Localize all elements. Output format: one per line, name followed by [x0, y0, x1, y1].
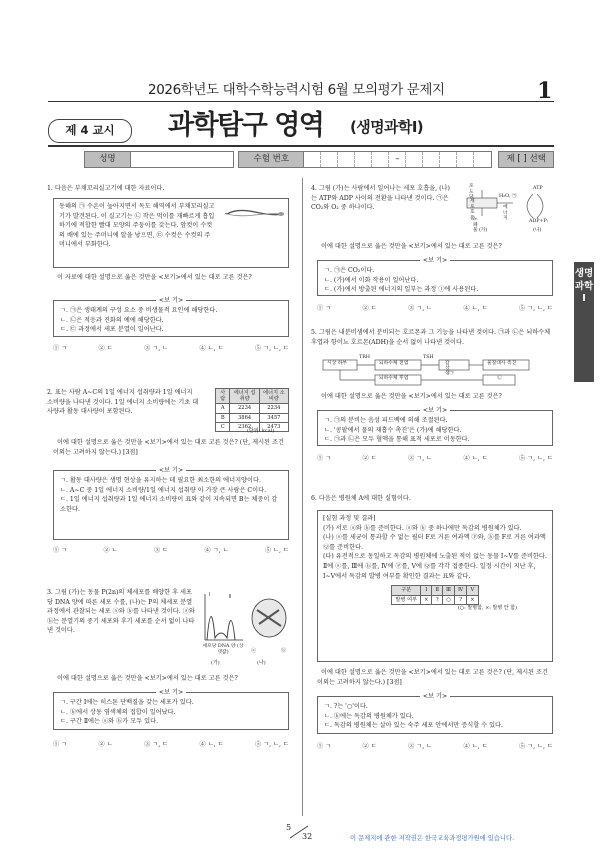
choice-option[interactable]: ③ ㄱ, ㄷ — [144, 741, 169, 748]
boghi-title: <보 기> — [420, 693, 450, 700]
header-rule — [48, 101, 554, 102]
table-header: 구분 — [392, 586, 421, 595]
choice-option[interactable]: ① ㄱ — [317, 743, 332, 750]
question-4-stem: 4. 그림 (가)는 사람에서 일어나는 세포 호흡을, (나)는 ATP와 ADP 사이의 전환을 나타낸 것이다. ㉠은 CO₂와 O₂ 중 하나이다. — [311, 185, 450, 212]
table-legend: (○: 발병함, ×: 발병 안 함) — [457, 604, 517, 611]
fig-label: 노폐물 — [473, 217, 478, 234]
choice-option[interactable]: ③ ㄱ, ㄴ — [408, 455, 433, 462]
choice-option[interactable]: ② ㄷ — [362, 455, 377, 462]
choice-option[interactable]: ① ㄱ — [317, 305, 332, 312]
fig-label: TRH — [359, 355, 370, 360]
choice-option[interactable]: ④ ㄴ, ㄷ — [199, 345, 224, 352]
boghi-item: ㄱ. ㉠은 CO₂이다. — [324, 267, 375, 274]
table-cell: ? — [455, 595, 467, 604]
question-6-experiment-box — [317, 510, 553, 662]
question-6-boghi — [317, 693, 553, 734]
question-4 — [311, 184, 555, 312]
fig-label: (가) — [479, 228, 488, 233]
question-1-boghi — [53, 297, 289, 337]
cell-division-figure — [199, 588, 291, 670]
name-field[interactable] — [131, 151, 234, 168]
question-2-choices — [53, 546, 289, 556]
choice-option[interactable]: ③ ㄷ — [154, 547, 169, 554]
choice-option[interactable]: ⑤ ㄱ, ㄴ, ㄷ — [255, 345, 289, 352]
table-cell: 2234 — [230, 404, 259, 413]
fig-label: 에너지 — [503, 205, 508, 222]
question-1-passage-text: 동해의 ㉠ 수온이 높아지면서 독도 해역에서 부채꼬리실고기가 발견된다. 이 실고기는 ㉡ 작은 먹이를 재빠르게 흡입하기에 적합한 빨대 모양의 주둥이를 갖는다. 암컷이 수컷의 배에 있는 주머니에 알을 낳으면, ㉢ 수컷은 수컷의 주머니에서 부화한다. — [59, 203, 215, 249]
table-cell: 3864 — [230, 413, 259, 422]
experiment-step: (다) 유전적으로 동일하고 독감의 병원체에 노출된 적이 없는 동물 Ⅰ~Ⅴ를 준비한다. Ⅱ에 ⓐ를, Ⅲ에 ⓑ를, Ⅳ에 Ⓟ를, Ⅴ에 Ⓠ를 각각 접종한다. 일정 시간이 지난 후, Ⅰ~Ⅴ에서 독감의 발병 여부를 확인한 결과는 표와 같다. — [323, 553, 547, 580]
boghi-item: ㄴ. ㉡은 적응과 진화의 예에 해당한다. — [60, 316, 164, 324]
footer-page-counter — [282, 822, 322, 844]
table-header: Ⅳ — [455, 586, 467, 595]
exam-title: 2026학년도 대학수학능력시험 6월 모의평가 문제지 — [148, 82, 445, 98]
table-header: Ⅲ — [443, 586, 455, 595]
question-6 — [311, 494, 555, 750]
table-header: 에너지 소비량 — [259, 389, 288, 404]
question-3-choices — [53, 740, 289, 750]
experiment-step: (가) 서로 ⓐ와 ⓑ를 준비한다. ⓐ와 ⓑ 중 하나에만 독감의 병원체가 있다. — [323, 524, 522, 532]
boghi-item: ㄴ. '콩팥에서 물의 재흡수 촉진'은 (가)에 해당한다. — [324, 426, 462, 434]
fig-label: 포도당 — [469, 184, 474, 201]
fig-axis-x: 세포당 DNA 양 (상댓값) — [202, 644, 244, 655]
question-6-stem: 6. 다음은 병원체 A에 대한 실험이다. — [311, 495, 411, 502]
boghi-item: ㄱ. ㉠은 생태계의 구성 요소 중 비생물적 요인에 해당한다. — [60, 307, 218, 314]
table-cell: 2362 — [230, 422, 259, 431]
boghi-item: ㄱ. ㉠의 분비는 음성 피드백에 의해 조절된다. — [324, 417, 448, 424]
choice-option[interactable]: ④ ㄴ, ㄷ — [199, 741, 224, 748]
choice-option[interactable]: ① ㄱ — [317, 455, 332, 462]
boghi-item: ㄴ. (가)에서 이화 작용이 일어난다. — [324, 276, 419, 284]
session-badge: 제 4 교시 — [48, 119, 132, 143]
table-cell: 발병 여부 — [392, 595, 421, 604]
choice-option[interactable]: ⑤ ㄱ, ㄴ, ㄷ — [255, 741, 289, 748]
footer-page: 5 — [286, 823, 292, 832]
subject-side-tab: 생명과학Ⅰ — [574, 262, 594, 382]
energy-table — [215, 388, 289, 432]
boghi-item: ㄴ. ⓑ에서 상동 염색체의 접합이 일어났다. — [60, 708, 176, 716]
title-rule — [48, 145, 554, 147]
exam-number-dash: – — [389, 152, 406, 167]
boghi-item: ㄷ. ㉢ 과정에서 세포 분열이 일어난다. — [60, 326, 164, 334]
question-3 — [47, 588, 291, 748]
table-cell: C — [216, 422, 230, 431]
boghi-title: <보 기> — [156, 467, 186, 474]
question-2-prompt: 이에 대한 설명으로 옳은 것만을 <보기>에서 있는 대로 고른 것은? (단, 제시된 조건 이외는 고려하지 않는다.) [3점] — [53, 439, 284, 456]
question-6-prompt: 이에 대한 설명으로 옳은 것만을 <보기>에서 있는 대로 고른 것은? (단, 제시된 조건 이외는 고려하지 않는다.) [3점] — [317, 669, 548, 686]
fig-label: 갑상샘 — [445, 361, 450, 376]
choice-option[interactable]: ② ㄷ — [362, 743, 377, 750]
pipefish-illustration — [225, 202, 285, 224]
exam-number-label: 수험 번호 — [238, 151, 304, 168]
boghi-item: ㄷ. 독감의 병원체는 살아 있는 숙주 세포 안에서만 증식할 수 있다. — [324, 722, 504, 730]
table-cell: × — [421, 595, 432, 604]
question-5 — [311, 328, 555, 462]
table-cell: 2234 — [259, 404, 288, 413]
fig-label: TSH — [423, 355, 434, 360]
question-5-choices — [317, 454, 553, 464]
boghi-item: ㄱ. 활동 대사량은 생명 현상을 유지하는 데 필요한 최소한의 에너지양이다. — [60, 477, 261, 484]
question-2-stem: 2. 표는 사람 A~C의 1일 에너지 섭취량과 1일 에너지 소비량을 나타낸 것이다. 1일 에너지 소비량에는 기초 대사량과 활동 대사량이 포함된다. — [47, 389, 199, 416]
boghi-title: <보 기> — [420, 257, 450, 264]
footer-total: 32 — [302, 832, 313, 841]
disease-result-table — [391, 585, 478, 604]
choice-option[interactable]: ④ ㄱ, ㄴ — [204, 547, 229, 554]
svg-text:ⓐ: ⓐ — [251, 648, 257, 654]
svg-text:ⓑ: ⓑ — [281, 648, 287, 654]
choice-option[interactable]: ⑤ ㄱ, ㄴ, ㄷ — [519, 743, 553, 750]
subject-title: 과학탐구 영역 — [168, 110, 324, 141]
subject-subtitle: (생명과학Ⅰ) — [350, 118, 424, 136]
boghi-item: ㄷ. 구간 Ⅱ에는 ⓐ와 ⓑ가 모두 있다. — [60, 718, 159, 726]
choice-label[interactable]: 제 [ ] 선택 — [498, 151, 554, 168]
boghi-title: <보 기> — [420, 407, 450, 414]
fig-label: ㉡ — [497, 376, 502, 381]
table-cell: 3457 — [259, 413, 288, 422]
boghi-item: ㄷ. 1일 에너지 섭취량과 1일 에너지 소비량이 표와 같이 지속되면 B는 체중이 감소한다. — [60, 496, 278, 513]
svg-text:Ⅰ: Ⅰ — [209, 592, 211, 598]
fig-label: ㉠ — [449, 371, 454, 376]
choice-option[interactable]: ⑤ ㄱ, ㄴ, ㄷ — [519, 455, 553, 462]
table-cell: × — [467, 595, 478, 604]
table-cell: ? — [432, 595, 443, 604]
table-header: 사람 — [216, 389, 230, 404]
question-2 — [47, 388, 291, 554]
table-header: Ⅱ — [432, 586, 443, 595]
boghi-item: ㄱ. 구간 Ⅰ에는 히스톤 단백질을 갖는 세포가 있다. — [60, 699, 194, 706]
question-5-boghi — [317, 407, 553, 446]
boghi-item: ㄷ. (가)에서 방출된 에너지의 일부는 과정 Ⓘ에 사용된다. — [324, 286, 479, 294]
fig-label-a: (가) — [211, 660, 220, 666]
choice-option[interactable]: ④ ㄴ, ㄷ — [463, 743, 488, 750]
table-header: Ⅴ — [467, 586, 478, 595]
fig-label: 물질대사 촉진 — [487, 361, 517, 366]
choice-option[interactable]: ④ ㄴ, ㄷ — [463, 455, 488, 462]
choice-option[interactable]: ② ㄷ — [98, 345, 113, 352]
question-5-prompt: 이에 대한 설명으로 옳은 것만을 <보기>에서 있는 대로 고른 것은? — [321, 393, 502, 400]
hormone-pathway-figure — [321, 356, 553, 386]
choice-option[interactable]: ③ ㄱ, ㄴ — [408, 743, 433, 750]
left-column — [47, 178, 291, 818]
exam-number-field[interactable] — [304, 151, 492, 168]
question-4-boghi — [317, 257, 553, 296]
fig-label: 시상 하부 — [327, 361, 348, 366]
fig-label: 세포 호흡 — [470, 199, 475, 221]
fig-label: ADP+Pᵢ — [529, 219, 548, 224]
table-header: Ⅰ — [421, 586, 432, 595]
question-1-stem: 1. 다음은 부채꼬리실고기에 대한 자료이다. — [47, 185, 165, 192]
question-4-choices — [317, 304, 553, 314]
name-label: 성명 — [84, 151, 131, 168]
boghi-item: ㄷ. ㉠과 ㉡은 모두 혈액을 통해 표적 세포로 이동한다. — [324, 436, 470, 444]
choice-option[interactable]: ⑤ ㄴ, ㄷ — [264, 547, 289, 554]
boghi-item: ㄴ. A~C 중 1일 에너지 소비량/1일 에너지 섭취량 이 가장 큰 사람은 C이다. — [60, 486, 267, 494]
experiment-title: [실험 과정 및 결과] — [323, 515, 376, 522]
table-cell: ○ — [443, 595, 455, 604]
question-2-boghi — [53, 467, 289, 540]
choice-option[interactable]: ③ ㄱ, ㄴ — [408, 305, 433, 312]
fig-label-b: (나) — [257, 660, 266, 666]
question-5-stem: 5. 그림은 내분비샘에서 분비되는 호르몬과 그 기능을 나타낸 것이다. ㉠과 ㉡은 뇌하수체 후엽과 항이뇨 호르몬(ADH)을 순서 없이 나타낸 것이다. — [311, 329, 551, 346]
choice-option[interactable]: ① ㄱ — [53, 547, 68, 554]
choice-option[interactable]: ⑤ ㄱ, ㄴ, ㄷ — [519, 305, 553, 312]
question-3-stem: 3. 그림 (가)는 동물 P(2n)의 체세포를 배양한 후 세포당 DNA 양에 따른 세포 수를, (나)는 P의 체세포 분열 과정에서 관찰되는 세포 ⓐ와 ⓑ를 나타낸 것이다. ⓐ와 ⓑ는 분열기의 중기 세포와 후기 세포를 순서 없이 나타낸 것이다. — [47, 589, 195, 635]
question-1-prompt: 이 자료에 대한 설명으로 옳은 것만을 <보기>에서 있는 대로 고른 것은? — [57, 274, 252, 281]
table-unit: (단위: kcal) — [247, 428, 275, 434]
svg-text:Ⅱ: Ⅱ — [229, 594, 232, 600]
boghi-item: ㄱ. ?는 '○'이다. — [324, 703, 368, 710]
question-1-choices — [53, 344, 289, 354]
choice-option[interactable]: ① ㄱ — [53, 345, 68, 352]
choice-option[interactable]: ① ㄱ — [53, 741, 68, 748]
choice-option[interactable]: ② ㄴ — [98, 741, 113, 748]
fig-label: (나) — [533, 228, 542, 233]
experiment-step: (나) ⓐ를 세균이 통과할 수 없는 필터 F로 거른 여과액 Ⓟ와, ⓑ를 F로 거른 여과액 Ⓠ를 준비한다. — [323, 534, 546, 551]
boghi-item: ㄴ. ⓑ에는 독감의 병원체가 있다. — [324, 712, 414, 720]
choice-option[interactable]: ② ㄴ — [103, 547, 118, 554]
fig-label: ATP — [533, 186, 543, 191]
table-cell: 2473 — [259, 422, 288, 431]
boghi-title: <보 기> — [156, 297, 186, 304]
fig-label: 뇌하수체 전엽 — [379, 361, 409, 366]
question-4-prompt: 이에 대한 설명으로 옳은 것만을 <보기>에서 있는 대로 고른 것은? — [321, 243, 502, 250]
question-3-boghi — [53, 689, 289, 730]
page-number: 1 — [537, 78, 553, 104]
choice-option[interactable]: ③ ㄱ, ㄴ — [144, 345, 169, 352]
copyright-note: 이 문제지에 관한 저작권은 한국교육과정평가원에 있습니다. — [350, 835, 515, 842]
choice-option[interactable]: ② ㄷ — [362, 305, 377, 312]
fig-label: 뇌하수체 후엽 — [379, 376, 409, 381]
question-1 — [47, 184, 291, 352]
fig-label: H₂O, ㉠ — [499, 194, 517, 199]
boghi-title: <보 기> — [156, 689, 186, 696]
question-3-prompt: 이에 대한 설명으로 옳은 것만을 <보기>에서 있는 대로 고른 것은? — [57, 675, 238, 682]
table-cell: A — [216, 404, 230, 413]
right-column — [311, 178, 555, 818]
question-6-choices — [317, 742, 553, 752]
column-divider — [302, 178, 303, 816]
choice-option[interactable]: ④ ㄴ, ㄷ — [463, 305, 488, 312]
table-cell: B — [216, 413, 230, 422]
table-header: 에너지 섭취량 — [230, 389, 259, 404]
student-info-row — [84, 151, 554, 168]
